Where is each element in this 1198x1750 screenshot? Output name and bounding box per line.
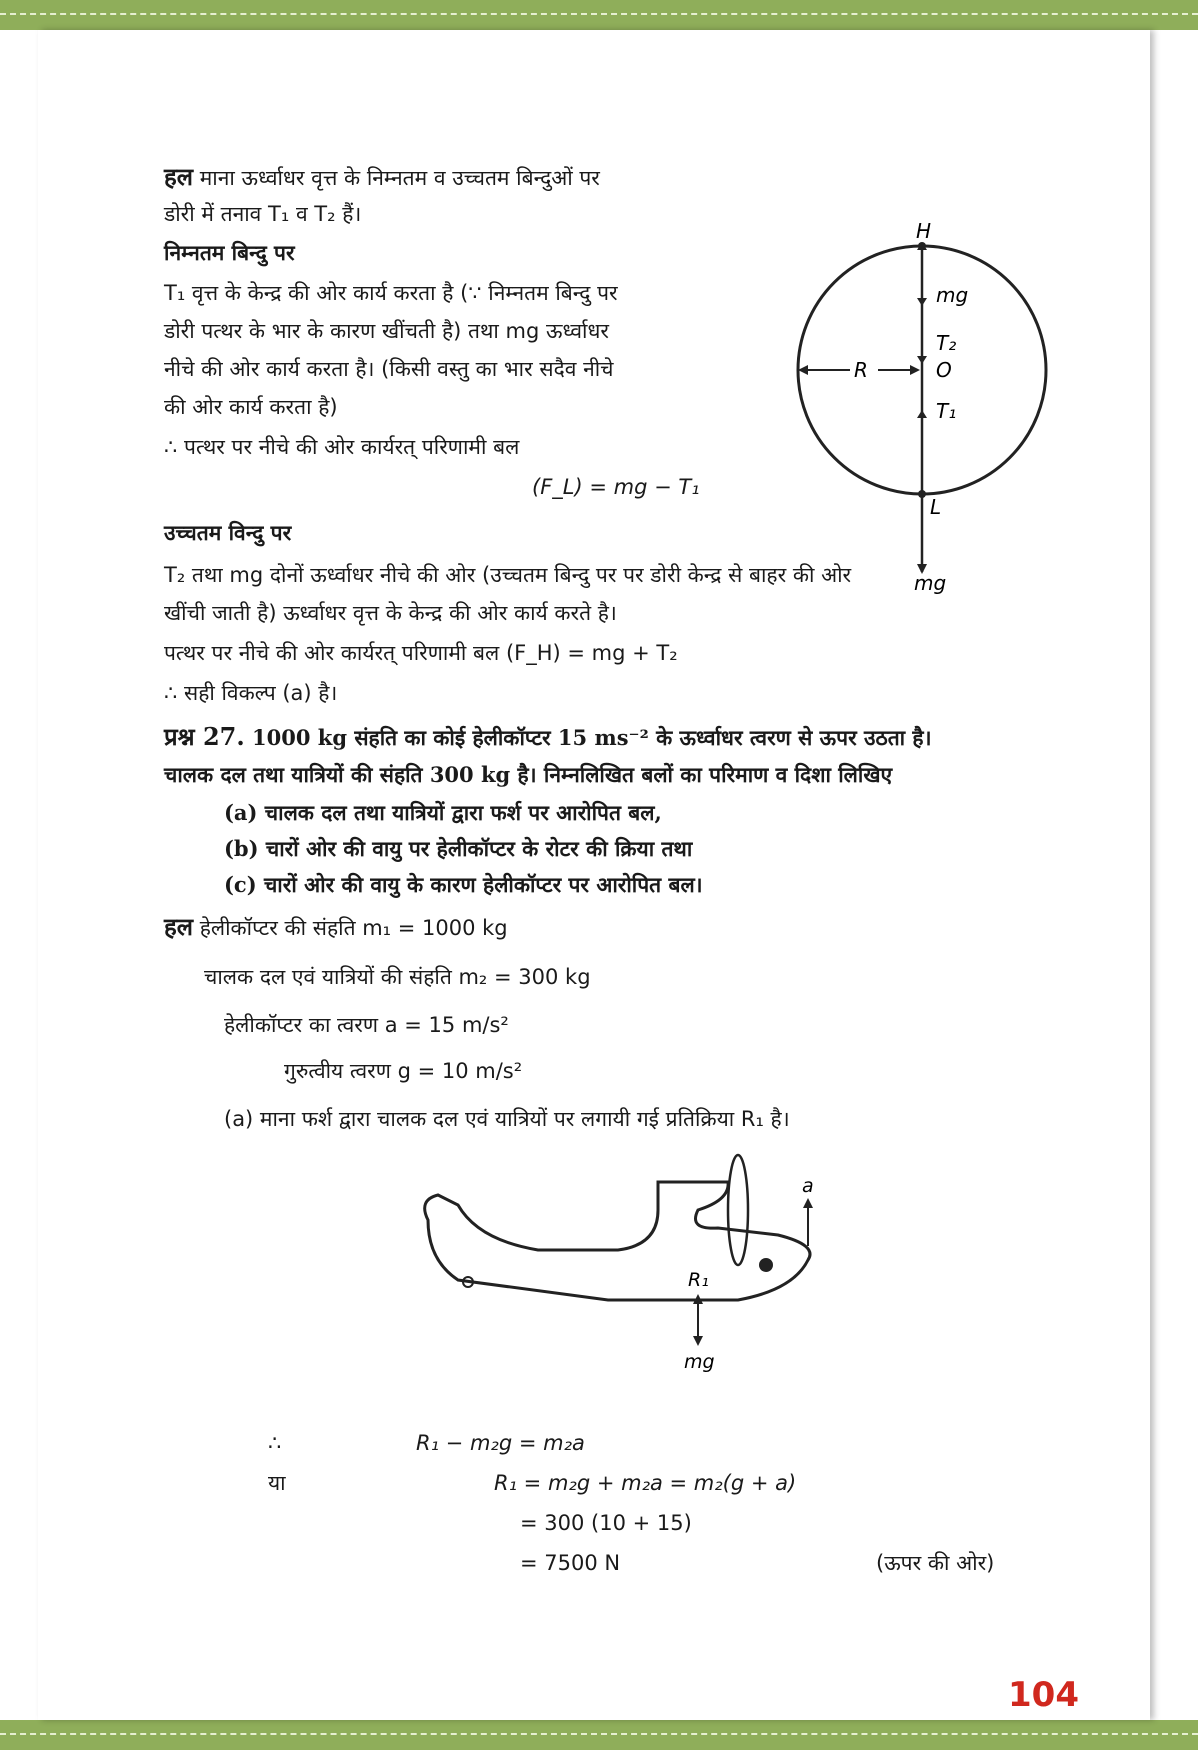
question-part-b: (b) चारों ओर की वायु पर हेलीकॉप्टर के रोटर की क्रिया तथा	[224, 836, 693, 861]
hal-label-2: हल	[164, 913, 194, 941]
ya-label: या	[268, 1471, 286, 1495]
radius-arrow-right	[910, 365, 920, 375]
direction-label: (ऊपर की ओर)	[876, 1551, 995, 1575]
vertical-circle-diagram	[750, 180, 1060, 600]
question-part-a: (a) चालक दल तथा यात्रियों द्वारा फर्श पर आरोपित बल,	[224, 800, 662, 825]
equation-fl: (F_L) = mg − T₁	[532, 475, 700, 499]
page-number: 104	[1008, 1675, 1079, 1715]
t2-arrow	[917, 356, 927, 364]
t1-arrow	[917, 410, 927, 418]
equation-r1-2: R₁ = m₂g + m₂a = m₂(g + a)	[494, 1471, 797, 1495]
solution-q-1: T₂ तथा mg दोनों ऊर्ध्वाधर नीचे की ओर (उच्चतम बिन्दु पर पर डोरी केन्द्र से बाहर की ओर	[164, 563, 852, 587]
lowest-point-heading: निम्नतम बिन्दु पर	[164, 241, 295, 265]
mass-m2: चालक दल एवं यात्रियों की संहति m₂ = 300 kg	[204, 965, 591, 989]
solution-paragraph-2: डोरी पत्थर के भार के कारण खींचती है) तथा mg ऊर्ध्वाधर	[164, 319, 610, 343]
question-text-1: 1000 kg संहति का कोई हेलीकॉप्टर 15 ms⁻² के ऊर्ध्वाधर त्वरण से ऊपर उठता है।	[252, 725, 932, 750]
solution-line-2: डोरी में तनाव T₁ व T₂ हैं।	[164, 202, 362, 226]
question-label: प्रश्न 27.	[164, 722, 245, 751]
solution-q-2: खींची जाती है) ऊर्ध्वाधर वृत्त के केन्द्र की ओर कार्य करते है।	[164, 601, 617, 625]
mass-m1: हेलीकॉप्टर की संहति m₁ = 1000 kg	[199, 916, 508, 940]
helicopter-window	[759, 1258, 773, 1272]
rotor-blade	[728, 1155, 748, 1265]
solution-paragraph-4: की ओर कार्य करता है)	[164, 395, 338, 419]
solution-q-3: पत्थर पर नीचे की ओर कार्यरत् परिणामी बल (F_H) = mg + T₂	[164, 641, 678, 665]
question-part-c: (c) चारों ओर की वायु के कारण हेलीकॉप्टर पर आरोपित बल।	[224, 872, 703, 897]
question-27-line-2: चालक दल तथा यात्रियों की संहति 300 kg है। निम्नलिखित बलों का परिमाण व दिशा लिखिए	[164, 762, 893, 787]
helicopter-diagram	[398, 1150, 814, 1420]
label-t1: T₁	[936, 399, 957, 423]
question-27-line-1	[164, 720, 932, 755]
equation-r1-3: = 300 (10 + 15)	[520, 1511, 692, 1535]
label-mg-bottom: mg	[914, 571, 947, 595]
label-r: R	[854, 358, 868, 382]
bottom-border	[0, 1720, 1198, 1750]
label-mg-top: mg	[936, 283, 969, 307]
solution-paragraph-5: ∴ पत्थर पर नीचे की ओर कार्यरत् परिणामी बल	[164, 435, 520, 459]
equation-r1-4: = 7500 N	[520, 1551, 621, 1575]
helicopter-body	[425, 1182, 810, 1300]
solution2-part-a: (a) माना फर्श द्वारा चालक दल एवं यात्रियों पर लगायी गई प्रतिक्रिया R₁ है।	[224, 1107, 790, 1131]
highest-point-heading: उच्चतम विन्दु पर	[164, 521, 292, 545]
label-t2: T₂	[936, 331, 957, 355]
hal-label: हल	[164, 163, 194, 191]
mg-arrow	[917, 298, 927, 306]
point-l	[918, 490, 926, 498]
solution-paragraph-3: नीचे की ओर कार्य करता है। (किसी वस्तु का भार सदैव नीचे	[164, 357, 614, 381]
therefore-symbol: ∴	[268, 1431, 282, 1455]
equation-r1-1: R₁ − m₂g = m₂a	[416, 1431, 585, 1455]
solution-paragraph-1: T₁ वृत्त के केन्द्र की ओर कार्य करता है (∵ निम्नतम बिन्दु पर	[164, 281, 618, 305]
acceleration-a: हेलीकॉप्टर का त्वरण a = 15 m/s²	[224, 1013, 509, 1037]
point-h	[918, 242, 926, 250]
solution2-line-1	[164, 910, 508, 945]
label-o: O	[936, 358, 952, 382]
label-a: a	[802, 1175, 814, 1197]
gravity-g: गुरुत्वीय त्वरण g = 10 m/s²	[284, 1059, 523, 1083]
top-border	[0, 0, 1198, 30]
mg-arrowhead	[693, 1336, 703, 1346]
label-h: H	[916, 219, 932, 243]
acceleration-arrowhead	[803, 1198, 813, 1208]
label-mg: mg	[684, 1351, 715, 1373]
label-l: L	[930, 495, 942, 519]
solution-line-1	[164, 160, 600, 195]
label-r1: R₁	[688, 1269, 709, 1291]
solution-q-4: ∴ सही विकल्प (a) है।	[164, 681, 338, 705]
solution-text-1: माना ऊर्ध्वाधर वृत्त के निम्नतम व उच्चतम बिन्दुओं पर	[199, 166, 600, 190]
page	[38, 30, 1150, 1720]
